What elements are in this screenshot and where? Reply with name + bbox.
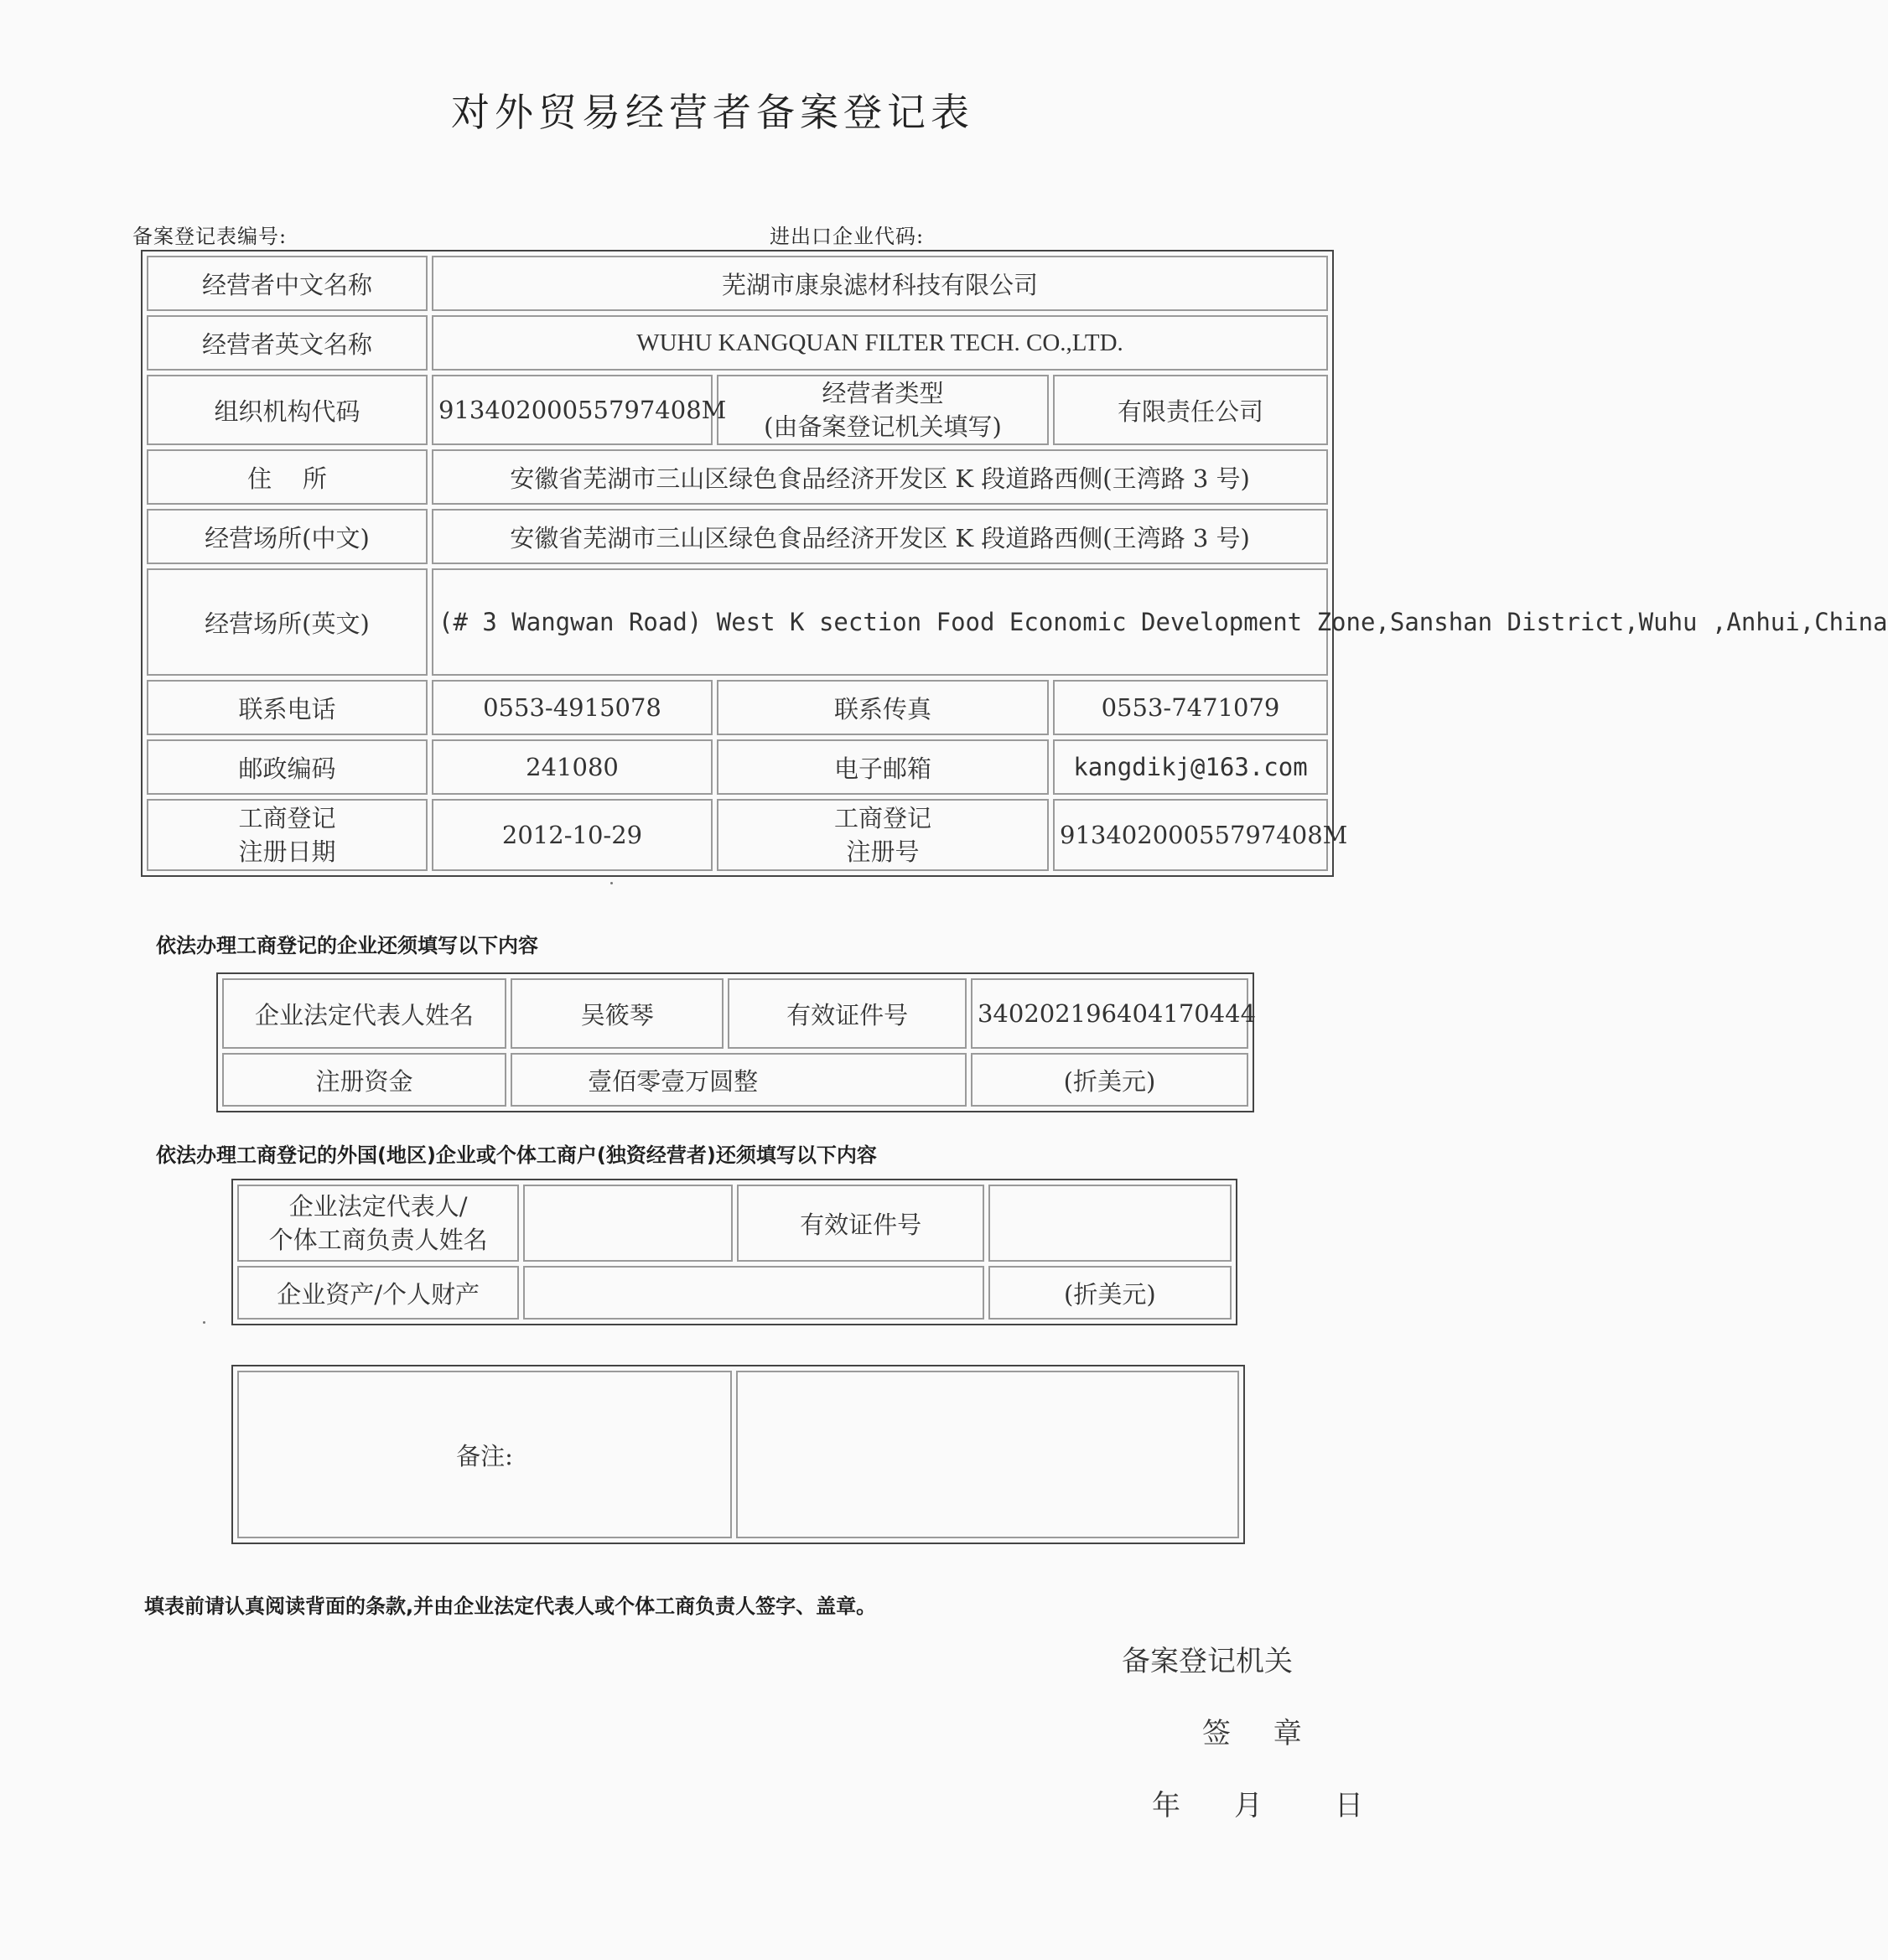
org-code-value: 91340200055797408M	[432, 375, 713, 445]
id-label: 有效证件号	[728, 978, 967, 1049]
capital-usd-note: (折美元)	[971, 1053, 1248, 1107]
page-title: 对外贸易经营者备案登记表	[451, 90, 974, 135]
operator-type-label	[717, 375, 1049, 445]
reg-date-label-line1: 工商登记	[238, 804, 336, 832]
phone-value: 0553-4915078	[432, 680, 713, 735]
id-value: 340202196404170444	[971, 978, 1248, 1049]
section3-heading: 依法办理工商登记的外国(地区)企业或个体工商户(独资经营者)还须填写以下内容	[156, 1143, 877, 1167]
table-row	[147, 799, 1328, 871]
table-row	[147, 680, 1328, 735]
capital-label: 注册资金	[222, 1053, 506, 1107]
foreign-id-label: 有效证件号	[737, 1185, 983, 1262]
footer-instruction: 填表前请认真阅读背面的条款,并由企业法定代表人或个体工商负责人签字、盖章。	[144, 1594, 877, 1618]
table-row	[147, 509, 1328, 564]
assets-usd-note: (折美元)	[988, 1266, 1232, 1320]
table-row	[237, 1185, 1232, 1262]
form-number-label: 备案登记表编号:	[132, 225, 288, 248]
foreign-rep-table	[231, 1179, 1237, 1325]
biz-place-en-label: 经营场所(英文)	[147, 568, 428, 676]
address-label: 住 所	[147, 449, 428, 505]
fax-label: 联系传真	[717, 680, 1049, 735]
registration-table	[141, 250, 1888, 877]
phone-label: 联系电话	[147, 680, 428, 735]
operator-type-label-line1: 经营者类型	[822, 379, 944, 407]
fax-value: 0553-7471079	[1053, 680, 1328, 735]
address-value: 安徽省芜湖市三山区绿色食品经济开发区 K 段道路西侧(王湾路 3 号)	[432, 449, 1328, 505]
foreign-rep-value	[523, 1185, 733, 1262]
reg-date-label-line2: 注册日期	[238, 837, 336, 866]
scan-speck	[203, 1321, 205, 1324]
legal-rep-value: 吴筱琴	[511, 978, 724, 1049]
remarks-label: 备注:	[237, 1371, 732, 1538]
foreign-rep-label-line2: 个体工商负责人姓名	[268, 1226, 488, 1254]
remarks-table	[231, 1365, 1245, 1544]
year-label: 年	[1152, 1789, 1180, 1823]
email-value: kangdikj@163.com	[1053, 739, 1328, 795]
biz-place-cn-value: 安徽省芜湖市三山区绿色食品经济开发区 K 段道路西侧(王湾路 3 号)	[432, 509, 1328, 564]
table-row	[147, 568, 1328, 676]
table-row	[222, 978, 1248, 1049]
reg-no-label-line1: 工商登记	[833, 804, 931, 832]
postcode-value: 241080	[432, 739, 713, 795]
scan-speck	[610, 882, 613, 884]
foreign-id-value	[988, 1185, 1232, 1262]
table-row	[147, 739, 1328, 795]
enterprise-code-label: 进出口企业代码:	[770, 225, 925, 248]
foreign-rep-label-line1: 企业法定代表人/	[288, 1192, 468, 1221]
month-label: 月	[1234, 1789, 1263, 1823]
en-name-label: 经营者英文名称	[147, 315, 428, 371]
seal-label: 签 章	[1202, 1717, 1319, 1750]
table-row	[147, 256, 1328, 311]
cn-name-label: 经营者中文名称	[147, 256, 428, 311]
capital-value: 壹佰零壹万圆整	[511, 1053, 967, 1107]
reg-date-label	[147, 799, 428, 871]
authority-label: 备案登记机关	[1122, 1645, 1293, 1678]
table-row	[237, 1371, 1239, 1538]
table-row	[147, 375, 1328, 445]
reg-no-value: 91340200055797408M	[1053, 799, 1328, 871]
operator-type-label-line2: (由备案登记机关填写)	[764, 412, 1002, 441]
foreign-rep-label	[237, 1185, 519, 1262]
operator-type-value: 有限责任公司	[1053, 375, 1328, 445]
biz-place-en-value: (# 3 Wangwan Road) West K section Food Economic Development Zone,Sanshan District,Wuhu ,Anhui,China	[432, 568, 1328, 676]
reg-no-label-line2: 注册号	[846, 837, 920, 866]
table-row	[237, 1266, 1232, 1320]
email-label: 电子邮箱	[717, 739, 1049, 795]
day-label: 日	[1335, 1789, 1363, 1823]
assets-label: 企业资产/个人财产	[237, 1266, 519, 1320]
cn-name-value: 芜湖市康泉滤材科技有限公司	[432, 256, 1328, 311]
reg-no-label	[717, 799, 1049, 871]
legal-rep-label: 企业法定代表人姓名	[222, 978, 506, 1049]
section2-heading: 依法办理工商登记的企业还须填写以下内容	[156, 934, 538, 957]
postcode-label: 邮政编码	[147, 739, 428, 795]
table-row	[222, 1053, 1248, 1107]
biz-place-cn-label: 经营场所(中文)	[147, 509, 428, 564]
remarks-value	[736, 1371, 1239, 1538]
legal-rep-table	[216, 972, 1257, 1112]
en-name-value: WUHU KANGQUAN FILTER TECH. CO.,LTD.	[432, 315, 1328, 371]
reg-date-value: 2012-10-29	[432, 799, 713, 871]
org-code-label: 组织机构代码	[147, 375, 428, 445]
assets-value	[523, 1266, 983, 1320]
table-row	[147, 449, 1328, 505]
table-row	[147, 315, 1328, 371]
